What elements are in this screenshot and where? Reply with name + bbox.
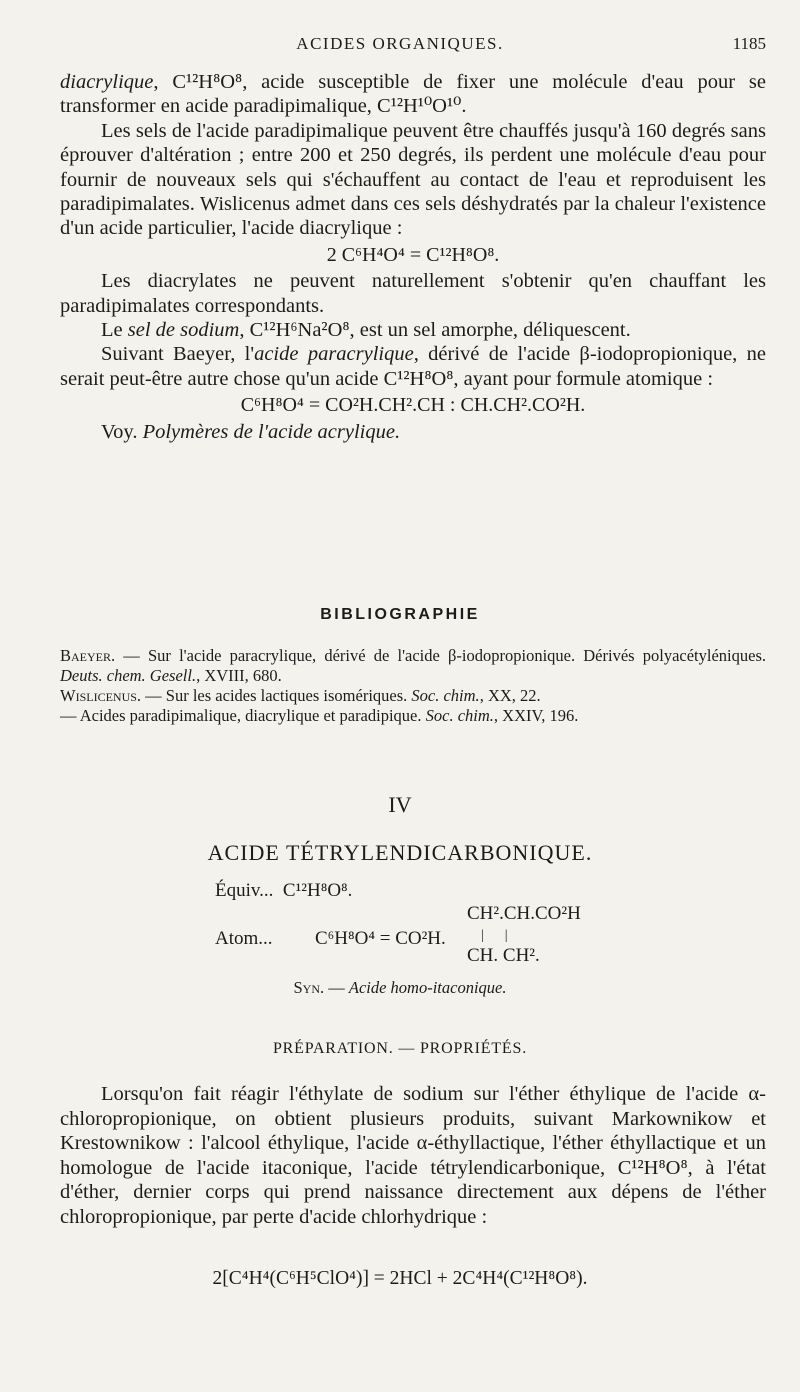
equivalent-formula-line bbox=[215, 880, 352, 902]
bibliography-heading: BIBLIOGRAPHIE bbox=[320, 606, 480, 623]
syn-dash: — bbox=[324, 978, 349, 997]
sodium-prefix: Le bbox=[101, 319, 128, 342]
formula-reaction: 2[C⁴H⁴(C⁶H⁵ClO⁴)] = 2HCl + 2C⁴H⁴(C¹²H⁸O⁸). bbox=[212, 1268, 588, 1289]
bibliography-ref: , XXIV, 196. bbox=[493, 706, 579, 725]
bibliography-source: Soc. chim. bbox=[411, 686, 480, 705]
atom-label: Atom... bbox=[215, 928, 273, 949]
atomic-formula-bonds: | | bbox=[481, 928, 508, 943]
bibliography-text: — Sur les acides lactiques isomériques. bbox=[141, 686, 412, 705]
equiv-formula: C¹²H⁸O⁸. bbox=[282, 880, 353, 901]
sodium-text: , C¹²H⁶Na²O⁸, est un sel amorphe, déliquescent. bbox=[239, 319, 631, 342]
formula-diacrylic: 2 C⁶H⁴O⁴ = C¹²H⁸O⁸. bbox=[326, 243, 500, 266]
equiv-label: Équiv... bbox=[215, 880, 274, 901]
continuation-paragraph bbox=[60, 70, 766, 119]
term-sel-de-sodium: sel de sodium bbox=[127, 319, 240, 342]
term-diacrylique: diacrylique bbox=[60, 71, 154, 93]
bibliography-source: Deuts. chem. Gesell. bbox=[60, 666, 197, 685]
preparation-heading: PRÉPARATION. — PROPRIÉTÉS. bbox=[272, 1040, 528, 1057]
paragraph-salts: Les sels de l'acide paradipimalique peuvent être chauffés jusqu'à 160 degrés sans éprouver d'altération ; entre 200 et 250 degrés, ils perdent une molécule d'eau pour fournir de nouveaux sels qui s'échauffent au contact de l'eau et reproduisent les paradipimalates. Wislicenus admet dans ces sels déshydratés par la chaleur l'existence d'un acide particulier, l'acide diacrylique : bbox=[60, 119, 766, 240]
bibliography bbox=[60, 646, 766, 726]
atomic-formula-top: CH².CH.CO²H bbox=[467, 903, 581, 924]
preparation-text bbox=[60, 1082, 766, 1230]
preparation-paragraph: Lorsqu'on fait réagir l'éthylate de sodium sur l'éther éthylique de l'acide α-chloropropionique, on obtient plusieurs produits, suivant Markownikow et Krestownikow : l'alcool éthylique, l'acide α-éthyllactique, l'éther éthyllactique et un homologue de l'acide itaconique, l'acide tétrylendicarbonique, C¹²H⁸O⁸, à l'état d'éther, dernier corps qui prend naissance directement aux dépens de l'éther chloropropionique, par perte d'acide chlorhydrique : bbox=[60, 1083, 766, 1228]
cross-reference-link[interactable]: Polymères de l'acide acrylique. bbox=[142, 420, 401, 443]
page-number: 1185 bbox=[732, 34, 766, 53]
synonym-line bbox=[0, 978, 800, 998]
bibliography-entry bbox=[60, 646, 766, 686]
body-text bbox=[60, 70, 766, 444]
running-title: ACIDES ORGANIQUES. bbox=[296, 34, 504, 53]
bibliography-text: — Acides paradipimalique, diacrylique et paradipique. bbox=[60, 706, 426, 725]
atomic-formula bbox=[215, 903, 635, 983]
bibliography-author: Baeyer. bbox=[60, 646, 116, 665]
section-title: ACIDE TÉTRYLENDICARBONIQUE. bbox=[207, 840, 593, 865]
baeyer-text: , dérivé de l'acide β-iodopropionique, ne serait peut-être autre chose qu'un acide C¹²H⁸O⁸, ayant pour formule atomique : bbox=[60, 343, 766, 390]
formula-paracrylic: C⁶H⁸O⁴ = CO²H.CH².CH : CH.CH².CO²H. bbox=[240, 394, 586, 417]
bibliography-ref: , XX, 22. bbox=[479, 686, 541, 705]
paragraph-diacrylates: Les diacrylates ne peuvent naturellement s'obtenir qu'en chauffant les paradipimalates correspondants. bbox=[60, 270, 766, 317]
section-number: IV bbox=[388, 792, 412, 817]
bibliography-author: Wislicenus. bbox=[60, 686, 142, 705]
bibliography-entry bbox=[60, 686, 766, 706]
see-also bbox=[60, 420, 766, 444]
term-acide-paracrylique: acide paracrylique bbox=[254, 343, 414, 366]
atomic-formula-bottom: CH. CH². bbox=[467, 945, 540, 966]
paragraph-baeyer bbox=[60, 342, 766, 391]
bibliography-source: Soc. chim. bbox=[425, 706, 494, 725]
bibliography-entry bbox=[60, 706, 766, 726]
atomic-formula-main: C⁶H⁸O⁴ = CO²H. bbox=[315, 928, 446, 949]
syn-name: Acide homo-itaconique. bbox=[348, 978, 507, 997]
bibliography-text: — Sur l'acide paracrylique, dérivé de l'acide β-iodopropionique. Dérivés polyacétyléniques. bbox=[115, 646, 766, 665]
paragraph-sodium-salt bbox=[60, 318, 766, 342]
continuation-text: , C¹²H⁸O⁸, acide susceptible de fixer une molécule d'eau pour se transformer en acide paradipimalique, C¹²H¹⁰O¹⁰. bbox=[60, 71, 766, 118]
syn-label: Syn. bbox=[293, 978, 325, 997]
voy-prefix: Voy. bbox=[101, 420, 143, 443]
bibliography-ref: , XVIII, 680. bbox=[196, 666, 282, 685]
baeyer-prefix: Suivant Baeyer, l' bbox=[101, 343, 255, 366]
